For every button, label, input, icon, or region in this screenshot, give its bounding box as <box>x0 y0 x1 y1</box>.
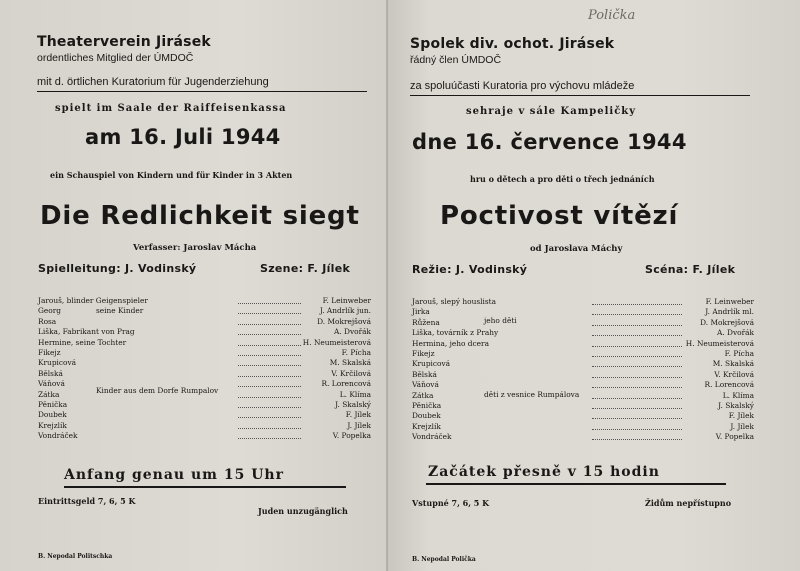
cast-row <box>412 307 754 317</box>
cast-actor: J. Jílek <box>730 421 754 431</box>
cast-role: Fikejz <box>412 349 435 358</box>
cast-actor: V. Popelka <box>332 431 371 441</box>
cast-row <box>38 369 371 379</box>
cast-role: Georg <box>38 306 61 316</box>
czech-poster <box>388 0 800 571</box>
cast-row <box>38 317 371 327</box>
play-subtitle: hru o dětech a pro děti o třech jednáních <box>470 174 655 184</box>
cast-group-label: děti z vesnice Rumpálova <box>484 390 580 399</box>
cast-actor: F. Leinweber <box>705 297 754 306</box>
dotted-leader <box>592 335 682 336</box>
cast-row <box>412 422 754 432</box>
cast-role: Bělská <box>38 368 63 378</box>
cast-row <box>38 421 371 431</box>
dotted-leader <box>592 377 682 378</box>
cast-role: Jarouš, slepý houslista <box>412 297 497 306</box>
dotted-leader <box>592 366 682 367</box>
cast-role: Krejzlík <box>38 420 67 430</box>
cast-row <box>38 306 371 316</box>
cast-role: Krupicová <box>38 358 77 368</box>
cast-row <box>412 391 754 401</box>
cast-actor: H. Neumeisterová <box>685 338 754 348</box>
handwritten-note: Polička <box>588 8 636 23</box>
direction-line: Režie: J. Vodinský <box>412 263 528 276</box>
divider <box>37 91 367 92</box>
start-time: Anfang genau um 15 Uhr <box>64 467 284 483</box>
cast-role: Jirka <box>412 307 430 317</box>
cast-role: Vondráček <box>38 431 78 441</box>
cast-row <box>38 431 371 441</box>
venue-line: spielt im Saale der Raiffeisenkassa <box>55 103 287 114</box>
cast-role: Hermine, seine Tochter <box>38 337 127 347</box>
cast-row <box>38 296 371 306</box>
restriction-note: Juden unzugänglich <box>258 506 348 516</box>
cast-actor: A. Dvořák <box>716 328 754 338</box>
cast-group-label: seine Kinder <box>96 306 144 315</box>
dotted-leader <box>238 417 301 418</box>
cast-list <box>412 297 754 443</box>
cast-actor: R. Lorencová <box>321 379 371 389</box>
cast-actor: V. Krčilová <box>331 368 371 378</box>
play-subtitle: ein Schauspiel von Kindern und für Kinder in 3 Akten <box>50 170 293 180</box>
dotted-leader <box>238 386 301 387</box>
membership-line: řádný člen ÚMDOČ <box>410 54 502 66</box>
venue-line: sehraje v sále Kampeličky <box>466 106 637 117</box>
cast-role: Doubek <box>412 411 441 421</box>
cast-actor: F. Leinweber <box>322 296 371 305</box>
cast-actor: F. Pícha <box>341 348 371 357</box>
author-line: Verfasser: Jaroslav Mácha <box>133 243 257 253</box>
dotted-leader <box>238 324 301 325</box>
printer-credit: B. Nepodal Polička <box>412 556 476 563</box>
membership-line: ordentliches Mitglied der ÚMDOČ <box>37 52 194 64</box>
kuratorium-line: mit d. örtlichen Kuratorium für Jugenderziehung <box>37 76 269 88</box>
admission-price: Eintrittsgeld 7, 6, 5 K <box>38 496 136 506</box>
cast-actor: F. Pícha <box>724 349 754 358</box>
cast-actor: F. Jílek <box>345 410 371 420</box>
cast-actor: J. Andrlík jun. <box>319 306 371 316</box>
cast-role: Krejzlík <box>412 421 441 431</box>
cast-actor: D. Mokrejšová <box>700 317 754 327</box>
german-poster <box>0 0 395 571</box>
cast-role: Pěnička <box>412 401 442 410</box>
cast-row <box>412 401 754 411</box>
cast-row <box>412 328 754 338</box>
dotted-leader <box>592 429 682 430</box>
cast-row <box>38 338 371 348</box>
cast-role: Růžena <box>412 317 440 327</box>
cast-row <box>38 410 371 420</box>
dotted-leader <box>238 355 301 356</box>
cast-row <box>412 411 754 421</box>
cast-row <box>412 297 754 307</box>
dotted-leader <box>592 398 682 399</box>
author-line: od Jaroslava Máchy <box>530 244 623 254</box>
cast-row <box>412 339 754 349</box>
scene-line: Szene: F. Jílek <box>260 262 351 275</box>
cast-role: Doubek <box>38 410 67 420</box>
cast-role: Liška, továrník z Prahy <box>412 328 499 338</box>
cast-role: Zátka <box>38 389 60 399</box>
dotted-leader <box>238 376 301 377</box>
dotted-leader <box>592 304 682 305</box>
start-underline <box>64 486 346 488</box>
cast-role: Rosa <box>38 316 57 326</box>
cast-actor: R. Lorencová <box>704 380 754 390</box>
cast-role: Jarouš, blinder Geigenspieler <box>38 296 148 305</box>
cast-role: Váňová <box>38 379 65 389</box>
cast-row <box>38 348 371 358</box>
cast-actor: M. Skalská <box>329 358 371 368</box>
admission-price: Vstupné 7, 6, 5 K <box>412 498 490 508</box>
cast-actor: L. Klíma <box>339 389 371 399</box>
cast-row <box>38 390 371 400</box>
cast-role: Hermina, jeho dcera <box>412 338 489 348</box>
printer-credit: B. Nepodal Politschka <box>38 553 113 560</box>
play-title: Die Redlichkeit siegt <box>40 201 360 231</box>
divider <box>410 95 750 96</box>
cast-actor: V. Krčilová <box>714 369 754 379</box>
cast-actor: J. Andrlík ml. <box>705 307 754 317</box>
dotted-leader <box>238 397 301 398</box>
scene-line: Scéna: F. Jílek <box>645 263 736 276</box>
cast-role: Pěnička <box>38 400 68 409</box>
cast-group-label: jeho děti <box>484 316 517 325</box>
cast-actor: F. Jílek <box>728 411 754 421</box>
org-name: Spolek div. ochot. Jirásek <box>410 36 615 52</box>
cast-row <box>38 327 371 337</box>
cast-actor: A. Dvořák <box>333 327 371 337</box>
start-underline <box>426 483 726 485</box>
cast-actor: J. Skalský <box>718 401 754 410</box>
dotted-leader <box>238 407 301 408</box>
cast-group-label: Kinder aus dem Dorfe Rumpalov <box>96 386 219 395</box>
start-time: Začátek přesně v 15 hodin <box>428 464 660 480</box>
cast-row <box>38 379 371 389</box>
cast-row <box>412 432 754 442</box>
cast-row <box>412 380 754 390</box>
dotted-leader <box>592 418 682 419</box>
cast-role: Fikejz <box>38 348 61 357</box>
cast-role: Vondráček <box>412 432 452 442</box>
dotted-leader <box>238 345 301 346</box>
cast-role: Bělská <box>412 369 437 379</box>
cast-role: Krupicová <box>412 359 451 369</box>
cast-row <box>412 318 754 328</box>
dotted-leader <box>238 313 301 314</box>
play-title: Poctivost vítězí <box>440 201 679 231</box>
restriction-note: Židům nepřístupno <box>645 498 732 508</box>
cast-actor: L. Klíma <box>722 390 754 400</box>
cast-actor: H. Neumeisterová <box>302 337 371 347</box>
dotted-leader <box>592 346 682 347</box>
cast-row <box>38 400 371 410</box>
cast-row <box>412 349 754 359</box>
dotted-leader <box>592 387 682 388</box>
cast-actor: V. Popelka <box>715 432 754 442</box>
performance-date: dne 16. července 1944 <box>412 130 687 154</box>
cast-row <box>38 358 371 368</box>
performance-date: am 16. Juli 1944 <box>85 125 281 149</box>
cast-role: Váňová <box>412 380 439 390</box>
dotted-leader <box>238 334 301 335</box>
direction-line: Spielleitung: J. Vodinský <box>38 262 197 275</box>
kuratorium-line: za spoluúčasti Kuratoria pro výchovu mládeže <box>410 80 635 92</box>
cast-row <box>412 359 754 369</box>
org-name: Theaterverein Jirásek <box>37 34 211 50</box>
cast-actor: M. Skalská <box>712 359 754 369</box>
cast-actor: J. Jílek <box>347 420 371 430</box>
dotted-leader <box>592 356 682 357</box>
dotted-leader <box>238 365 301 366</box>
cast-role: Zátka <box>412 390 434 400</box>
dotted-leader <box>238 303 301 304</box>
cast-row <box>412 370 754 380</box>
cast-actor: D. Mokrejšová <box>317 316 371 326</box>
cast-list <box>38 296 371 442</box>
cast-actor: J. Skalský <box>335 400 371 409</box>
dotted-leader <box>592 439 682 440</box>
dotted-leader <box>238 428 301 429</box>
dotted-leader <box>592 408 682 409</box>
dotted-leader <box>238 438 301 439</box>
cast-role: Liška, Fabrikant von Prag <box>38 327 135 337</box>
dotted-leader <box>592 314 682 315</box>
dotted-leader <box>592 325 682 326</box>
